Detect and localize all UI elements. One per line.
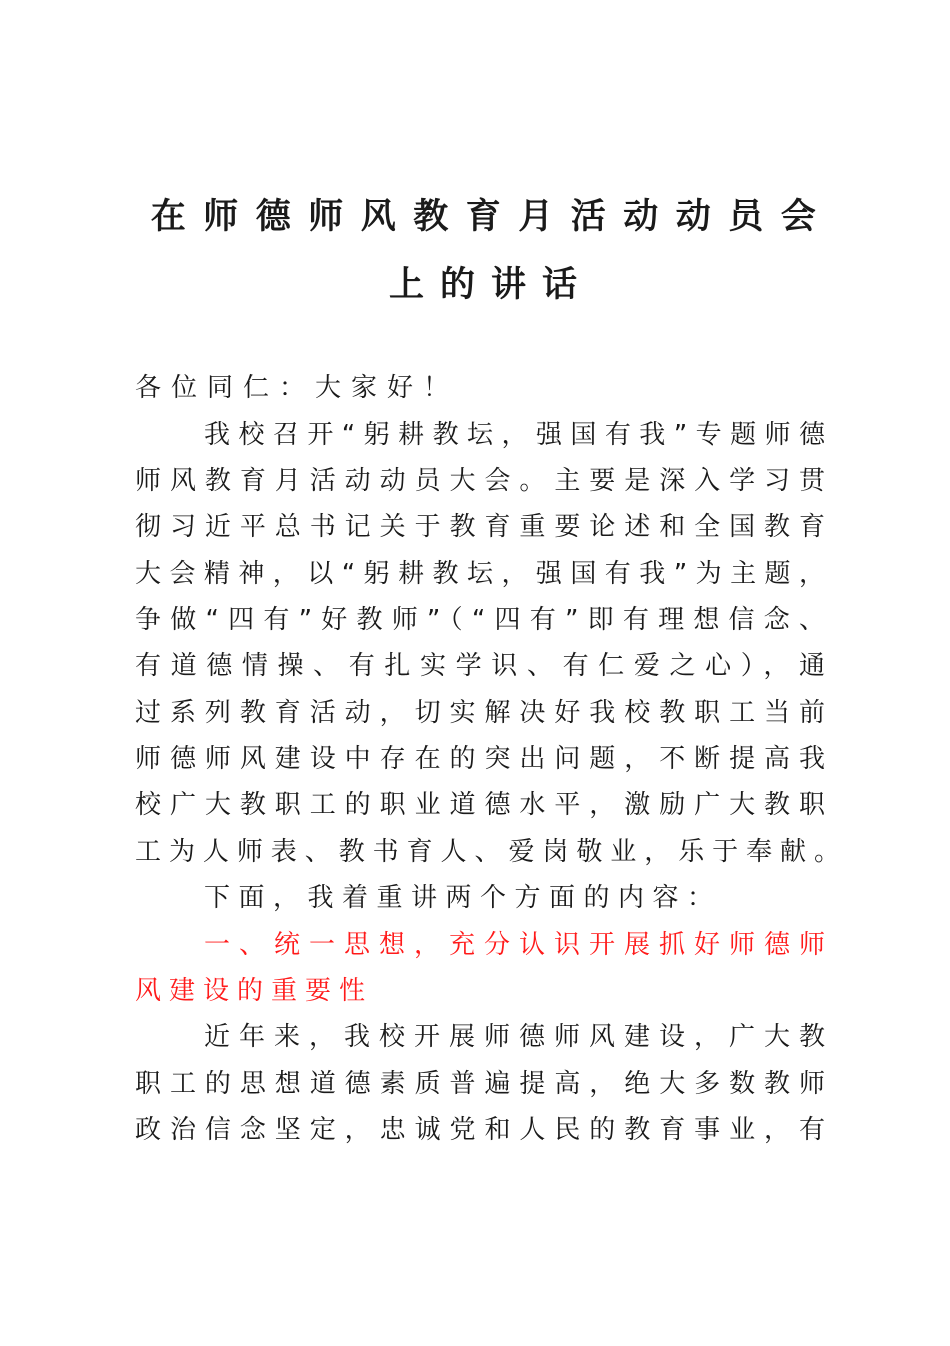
greeting: 各位同仁：大家好！ xyxy=(135,373,460,403)
page-title-line-2: 上的讲话 xyxy=(388,265,593,305)
paragraph-1-line-1: 我校召开“躬耕教坛，强国有我”专题师德 xyxy=(204,420,825,450)
page-title-line-1: 在师德师风教育月活动动员会 xyxy=(150,197,834,237)
paragraph-2-line-1: 近年来，我校开展师德师风建设，广大教 xyxy=(204,1022,825,1052)
paragraph-1-line-7: 过系列教育活动，切实解决好我校教职工当前 xyxy=(135,698,825,728)
paragraph-1-line-10: 工为人师表、教书育人、爱岗敬业，乐于奉献。 xyxy=(135,837,840,867)
section-1-heading-line-1: 一、统一思想，充分认识开展抓好师德师 xyxy=(204,930,825,960)
paragraph-1-line-2: 师风教育月活动动员大会。主要是深入学习贯 xyxy=(135,466,825,496)
paragraph-1-line-6: 有道德情操、有扎实学识、有仁爱之心），通 xyxy=(135,651,825,681)
paragraph-1-line-5: 争做“四有”好教师”（“四有”即有理想信念、 xyxy=(135,605,825,635)
paragraph-2-line-2: 职工的思想道德素质普遍提高，绝大多数教师 xyxy=(135,1069,825,1099)
section-1-heading-line-2: 风建设的重要性 xyxy=(135,976,374,1006)
paragraph-1-line-4: 大会精神，以“躬耕教坛，强国有我”为主题， xyxy=(135,559,825,589)
paragraph-1-line-3: 彻习近平总书记关于教育重要论述和全国教育 xyxy=(135,512,825,542)
paragraph-1-line-8: 师德师风建设中存在的突出问题，不断提高我 xyxy=(135,744,825,774)
intro-line: 下面，我着重讲两个方面的内容： xyxy=(204,883,722,913)
paragraph-1-line-9: 校广大教职工的职业道德水平，激励广大教职 xyxy=(135,790,825,820)
paragraph-2-line-3: 政治信念坚定，忠诚党和人民的教育事业，有 xyxy=(135,1115,825,1145)
